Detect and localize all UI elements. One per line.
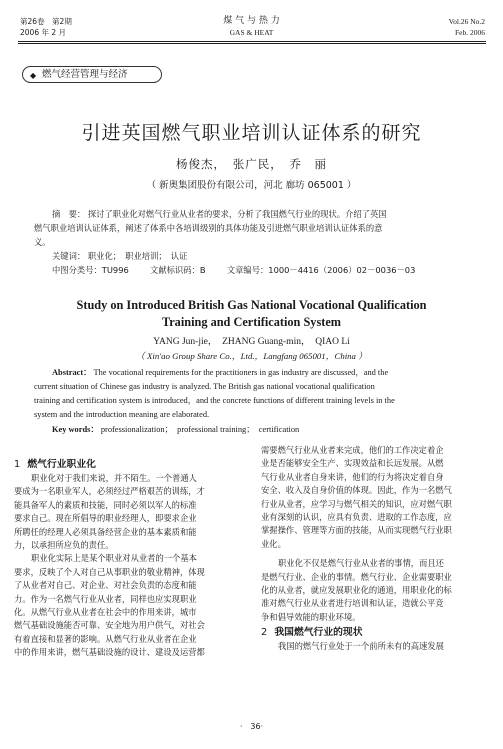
abstract-cn-line-2: 燃气职业培训认证体系，阐述了体系中各培训级别的具体功能及引进燃气职业培训认证体系的意 xyxy=(34,223,383,233)
abstract-cn-line-1 xyxy=(52,208,387,221)
body-line: 安全、收入及自身价值的体现。因此，作为一名燃气 xyxy=(261,485,452,496)
journal-date: 2006 年 2 月 xyxy=(20,28,67,37)
body-line: 中的作用来讲，燃气基础设施的设计、建设及运营都 xyxy=(14,647,205,658)
clc-number: 中图分类号：TU996 xyxy=(52,265,129,275)
body-line: 争和倡导效能的职业环境。 xyxy=(261,611,361,622)
abstract-en-line-3: training and certification system is introduced，and the concrete functions of different training levels in the xyxy=(34,396,395,405)
body-line: 职业化不仅是燃气行业从业者的事情，而且还 xyxy=(278,558,444,569)
header-rule-secondary xyxy=(18,43,486,44)
body-line: 业有深刻的认识，应具有负责、进取的工作态度，应 xyxy=(261,512,452,523)
body-line: 燃气基础设施能否可靠、安全地为用户供气，对社会 xyxy=(14,620,205,631)
keywords-cn xyxy=(52,250,187,263)
body-line: 业是否能够安全生产、实现效益和长远发展。从燃 xyxy=(261,458,444,469)
abstract-cn-text-1: 探讨了职业化对燃气行业从业者的要求，分析了我国燃气行业的现状。介绍了英国 xyxy=(87,209,387,219)
body-line: 所聘任的经理人必须具备经营企业的基本素质和能 xyxy=(14,526,197,537)
keywords-en-text: professionalization； professional training； certification xyxy=(100,425,300,434)
body-line: 要求，反映了个人对自己从事职业的敬业精神，体现 xyxy=(14,566,205,577)
abstract-en-line-4: system and the introduction meaning are elaborated. xyxy=(34,410,210,419)
body-line: 准对燃气行业从业者进行培训和认证，造就公平竞 xyxy=(261,598,444,609)
section-2-number: 2 xyxy=(261,627,268,639)
abstract-cn-line-3: 义。 xyxy=(34,237,51,247)
body-line: 职业化对于我们来说，并不陌生。一个普通人 xyxy=(31,473,197,483)
keywords-en xyxy=(52,423,299,437)
journal-volume-en: Vol.26 No.2 xyxy=(448,17,485,26)
body-line: 能具备军人的素质和技能，同时必须以军人的标准 xyxy=(14,499,197,510)
right-column xyxy=(261,444,489,654)
section-2-title: 我国燃气行业的现状 xyxy=(274,627,363,639)
section-1-title: 燃气行业职业化 xyxy=(27,459,96,470)
body-line: 要求自己。现在所倡导的职业经理人，即要求企业 xyxy=(14,513,197,524)
keywords-cn-label: 关键词： xyxy=(52,251,86,261)
body-line: 我国的燃气行业处于一个前所未有的高速发展 xyxy=(278,641,444,652)
authors: 杨俊杰， 张广民， 乔 丽 xyxy=(176,157,327,171)
journal-date-en: Feb. 2006 xyxy=(455,28,485,37)
abstract-cn-label: 摘 要： xyxy=(52,209,86,219)
diamond-icon: ◆ xyxy=(30,71,37,80)
body-line: 掌握操作、管理等方面的技能，从而实现燃气行业职 xyxy=(261,525,452,536)
left-column xyxy=(14,458,242,660)
section-1-heading xyxy=(14,458,242,472)
paper-title: 引进英国燃气职业培训认证体系的研究 xyxy=(81,122,422,144)
abstract-en-line-2: current situation of Chinese gas industry is analyzed. The British gas national vocational qualification xyxy=(34,382,375,391)
body-line: 是燃气行业、企业的事情。燃气行业、企业需要职业 xyxy=(261,571,452,582)
body-line: 要成为一名职业军人，必须经过严格艰苦的训练，才 xyxy=(14,486,205,497)
body-line: 力。作为一名燃气行业从业者，同样也应实现职业 xyxy=(14,593,197,604)
section-banner xyxy=(22,66,162,83)
page-number: · 36· xyxy=(239,722,264,731)
section-banner-label: 燃气经营管理与经济 xyxy=(42,69,128,80)
body-line: 业化。 xyxy=(261,538,286,549)
right-para-1 xyxy=(261,444,489,551)
english-authors: YANG Jun-jie， ZHANG Guang-min， QIAO Li xyxy=(153,337,350,347)
journal-name-en: GAS & HEAT xyxy=(229,28,274,37)
journal-volume-issue: 第26卷 第2期 xyxy=(20,17,72,26)
body-line: 化的从业者，就应发展职业化的通道，用职业化的标 xyxy=(261,585,452,596)
section-1-para-1 xyxy=(14,472,242,552)
body-line: 需要燃气行业从业者来完成，他们的工作决定着企 xyxy=(261,445,444,455)
english-title-line-1: Study on Introduced British Gas National Vocational Qualification xyxy=(76,298,427,312)
right-para-2 xyxy=(261,557,489,624)
section-1-number: 1 xyxy=(14,459,21,470)
body-line: 力，以承担所应负的责任。 xyxy=(14,540,114,551)
body-line: 了从业者对自己、对企业、对社会负责的态度和能 xyxy=(14,580,197,591)
abstract-en-label: Abstract： xyxy=(52,368,92,377)
header-rule xyxy=(18,41,486,42)
abstract-en-text-1: The vocational requirements for the practitioners in gas industry are discussed，and the xyxy=(93,368,389,377)
section-2-heading xyxy=(261,626,489,640)
english-affiliation: （ Xin'ao Group Share Co.，Ltd.，Langfang 065001，China ） xyxy=(136,351,367,361)
body-line: 化。从燃气行业从业者在社会中的作用来讲，城市 xyxy=(14,607,197,618)
english-title-line-2: Training and Certification System xyxy=(161,315,342,329)
abstract-en-line-1 xyxy=(52,366,388,380)
keywords-en-label: Key words： xyxy=(52,425,99,434)
classification-line xyxy=(52,264,415,277)
body-line: 职业化实际上是某个职业对从业者的一个基本 xyxy=(31,553,197,564)
document-code: 文献标识码：B xyxy=(150,265,206,275)
journal-name: 煤 气 与 热 力 xyxy=(223,16,280,26)
article-number: 文章编号：1000－4416（2006）02－0036－03 xyxy=(226,265,416,275)
body-line: 行业从业者，应学习与燃气相关的知识，应对燃气职 xyxy=(261,498,452,509)
affiliation: （ 新奥集团股份有限公司，河北 廊坊 065001 ） xyxy=(146,180,357,191)
section-1-para-2 xyxy=(14,552,242,659)
body-line: 有着直接和显著的影响。从燃气行业从业者在企业 xyxy=(14,633,197,644)
body-line: 气行业从业者自身来讲，他们的行为将决定着自身 xyxy=(261,471,444,482)
keywords-cn-text: 职业化； 职业培训； 认证 xyxy=(87,251,188,261)
right-para-3 xyxy=(261,640,489,653)
